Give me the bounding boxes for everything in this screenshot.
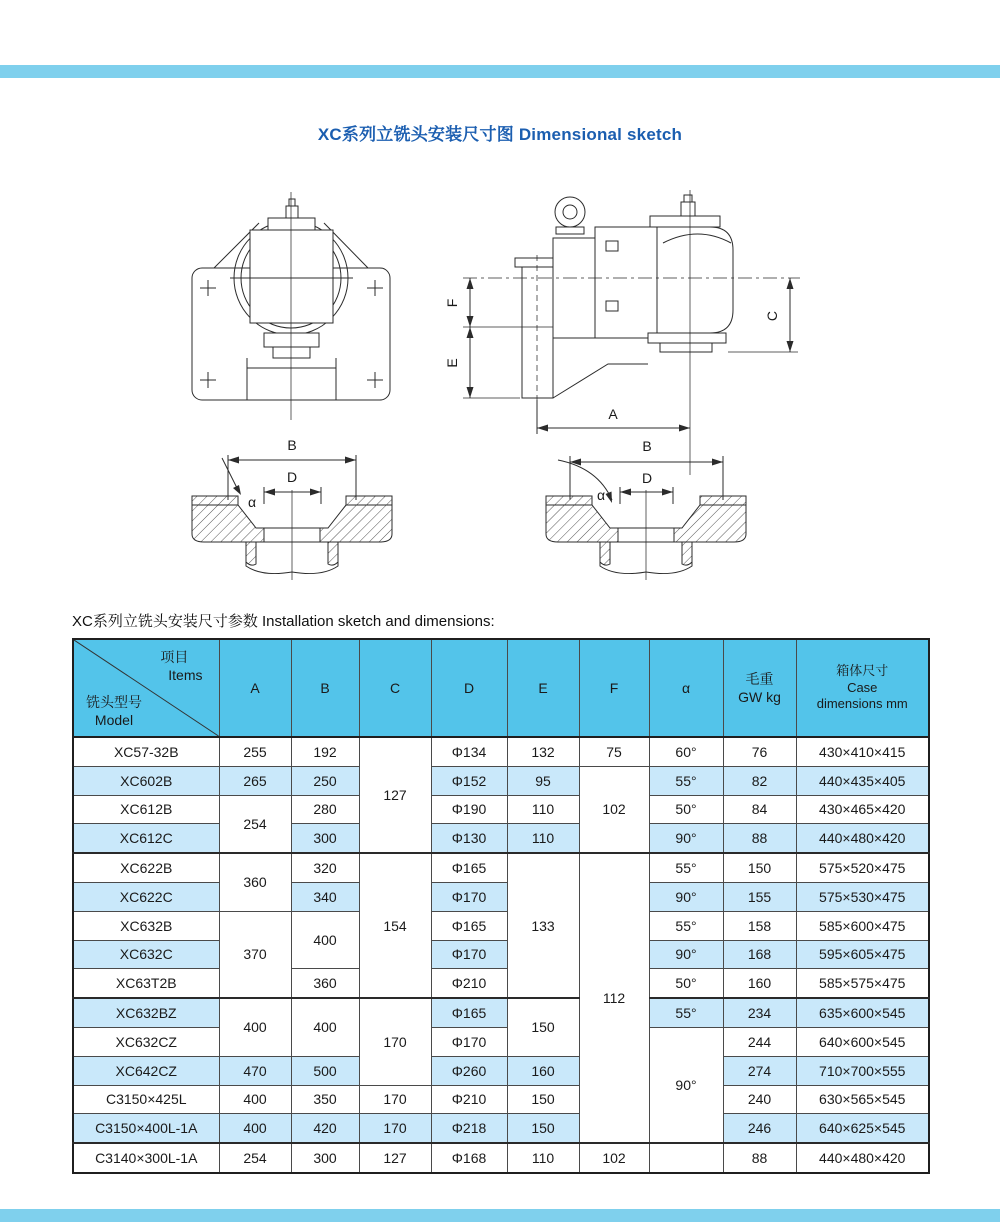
dim-a-cell: 265: [219, 766, 291, 795]
case-dimensions-cell: 630×565×545: [796, 1085, 929, 1114]
case-dimensions-cell: 440×435×405: [796, 766, 929, 795]
front-dim-alpha-label: α: [247, 494, 257, 510]
dim-d-cell: Φ260: [431, 1056, 507, 1085]
alpha-cell: 55°: [649, 766, 723, 795]
col-header-d: D: [431, 639, 507, 737]
dim-b-cell: 320: [291, 853, 359, 882]
case-dimensions-cell: 440×480×420: [796, 1143, 929, 1173]
table-row: [73, 737, 929, 766]
dim-d-cell: Φ165: [431, 853, 507, 882]
dim-b-cell: 250: [291, 766, 359, 795]
dim-b-cell: 300: [291, 824, 359, 853]
dim-a-cell: 255: [219, 737, 291, 766]
dim-f-cell: 102: [579, 1143, 649, 1173]
alpha-cell: 90°: [649, 882, 723, 911]
dim-e-cell: 110: [507, 1143, 579, 1173]
alpha-cell: 55°: [649, 998, 723, 1027]
corner-items-label: 项目 Items: [160, 649, 203, 683]
dim-e-cell: 133: [507, 853, 579, 998]
model-cell: XC632B: [73, 911, 219, 940]
bottom-accent-bar: [0, 1209, 1000, 1222]
gross-weight-cell: 76: [723, 737, 796, 766]
dim-a-cell: 400: [219, 1114, 291, 1143]
dim-d-cell: Φ190: [431, 795, 507, 824]
side-dim-b-label: B: [642, 438, 652, 454]
case-dimensions-cell: 635×600×545: [796, 998, 929, 1027]
model-cell: C3140×300L-1A: [73, 1143, 219, 1173]
col-header-gross-weight: 毛重 GW kg: [723, 639, 796, 737]
dim-b-cell: 280: [291, 795, 359, 824]
dim-e-cell: 110: [507, 795, 579, 824]
col-header-f: F: [579, 639, 649, 737]
col-header-alpha: α: [649, 639, 723, 737]
model-cell: XC602B: [73, 766, 219, 795]
table-row: [73, 911, 929, 940]
side-view: [463, 190, 800, 475]
case-dimensions-cell: 575×520×475: [796, 853, 929, 882]
gross-weight-cell: 160: [723, 969, 796, 998]
dim-b-cell: 340: [291, 882, 359, 911]
dim-f-cell: 75: [579, 737, 649, 766]
front-flange-section: [192, 490, 392, 580]
model-cell: XC632BZ: [73, 998, 219, 1027]
side-dim-e-label: E: [444, 358, 460, 368]
case-dimensions-cell: 440×480×420: [796, 824, 929, 853]
dim-d-cell: Φ152: [431, 766, 507, 795]
side-flange-section: [546, 490, 746, 580]
dim-c-cell: 127: [359, 737, 431, 853]
model-cell: XC57-32B: [73, 737, 219, 766]
case-dimensions-cell: 430×465×420: [796, 795, 929, 824]
table-row: [73, 1056, 929, 1085]
dim-b-cell: 500: [291, 1056, 359, 1085]
gross-weight-cell: 168: [723, 940, 796, 969]
model-cell: XC632C: [73, 940, 219, 969]
col-header-e: E: [507, 639, 579, 737]
table-caption: XC系列立铣头安装尺寸参数 Installation sketch and dimensions:: [72, 613, 495, 630]
case-dimensions-cell: 710×700×555: [796, 1056, 929, 1085]
table-row: [73, 882, 929, 911]
dim-d-cell: Φ170: [431, 882, 507, 911]
case-dimensions-cell: 640×625×545: [796, 1114, 929, 1143]
dim-c-cell: 154: [359, 853, 431, 998]
gross-weight-cell: 155: [723, 882, 796, 911]
dim-d-cell: Φ130: [431, 824, 507, 853]
case-dimensions-cell: 430×410×415: [796, 737, 929, 766]
model-cell: C3150×400L-1A: [73, 1114, 219, 1143]
dim-b-cell: 360: [291, 969, 359, 998]
front-dim-d-label: D: [286, 469, 298, 485]
gross-weight-cell: 246: [723, 1114, 796, 1143]
side-dim-a-label: A: [608, 406, 618, 422]
side-dim-f-label: F: [444, 298, 460, 308]
dim-e-cell: 160: [507, 1056, 579, 1085]
dim-c-cell: 170: [359, 1085, 431, 1114]
dim-a-cell: 470: [219, 1056, 291, 1085]
dimensions-table: [72, 638, 930, 1174]
dim-d-cell: Φ165: [431, 911, 507, 940]
alpha-cell: 50°: [649, 795, 723, 824]
table-row: [73, 1114, 929, 1143]
table-row: [73, 824, 929, 853]
alpha-cell: 60°: [649, 737, 723, 766]
front-view: [192, 192, 390, 420]
dim-d-cell: Φ170: [431, 1027, 507, 1056]
dim-e-cell: 95: [507, 766, 579, 795]
case-dimensions-cell: 575×530×475: [796, 882, 929, 911]
dim-c-cell: 170: [359, 1114, 431, 1143]
col-header-a: A: [219, 639, 291, 737]
case-dimensions-cell: 585×600×475: [796, 911, 929, 940]
gross-weight-cell: 158: [723, 911, 796, 940]
alpha-cell: 90°: [649, 940, 723, 969]
side-dim-d-label: D: [641, 470, 653, 486]
dim-d-cell: Φ170: [431, 940, 507, 969]
side-dim-alpha-label: α: [596, 487, 606, 503]
gross-weight-cell: 234: [723, 998, 796, 1027]
dim-b-cell: 192: [291, 737, 359, 766]
dim-a-cell: 400: [219, 998, 291, 1056]
gross-weight-cell: 88: [723, 824, 796, 853]
model-cell: XC622C: [73, 882, 219, 911]
dim-a-cell: 254: [219, 795, 291, 853]
alpha-cell: 50°: [649, 969, 723, 998]
model-cell: XC612C: [73, 824, 219, 853]
dim-a-cell: 370: [219, 911, 291, 998]
dim-d-cell: Φ218: [431, 1114, 507, 1143]
col-header-case-dimensions: 箱体尺寸 Case dimensions mm: [796, 639, 929, 737]
alpha-cell: 90°: [649, 1027, 723, 1143]
dim-e-cell: 110: [507, 824, 579, 853]
dim-b-cell: 400: [291, 911, 359, 969]
dim-d-cell: Φ134: [431, 737, 507, 766]
gross-weight-cell: 88: [723, 1143, 796, 1173]
dim-a-cell: 360: [219, 853, 291, 911]
page-title: XC系列立铣头安装尺寸图 Dimensional sketch: [317, 125, 683, 144]
side-dim-c-label: C: [764, 310, 780, 322]
dim-b-cell: 400: [291, 998, 359, 1056]
model-cell: XC642CZ: [73, 1056, 219, 1085]
dim-d-cell: Φ210: [431, 1085, 507, 1114]
table-row: [73, 940, 929, 969]
table-row: [73, 766, 929, 795]
model-cell: XC632CZ: [73, 1027, 219, 1056]
model-cell: XC612B: [73, 795, 219, 824]
header-row: [73, 639, 929, 737]
dim-b-cell: 420: [291, 1114, 359, 1143]
alpha-cell: [649, 1143, 723, 1173]
col-header-c: C: [359, 639, 431, 737]
dim-e-cell: 150: [507, 998, 579, 1056]
front-dim-b-label: B: [287, 437, 297, 453]
dim-c-cell: 170: [359, 998, 431, 1085]
dim-e-cell: 132: [507, 737, 579, 766]
dim-e-cell: 150: [507, 1114, 579, 1143]
dim-b-cell: 300: [291, 1143, 359, 1173]
table-row: [73, 853, 929, 882]
alpha-cell: 90°: [649, 824, 723, 853]
model-cell: C3150×425L: [73, 1085, 219, 1114]
dim-d-cell: Φ210: [431, 969, 507, 998]
corner-model-label: 铣头型号 Model: [86, 694, 142, 728]
dim-f-cell: 112: [579, 853, 649, 1143]
table-row: [73, 1143, 929, 1173]
gross-weight-cell: 274: [723, 1056, 796, 1085]
dimensional-sketch-drawing: [0, 0, 1000, 600]
gross-weight-cell: 240: [723, 1085, 796, 1114]
gross-weight-cell: 82: [723, 766, 796, 795]
case-dimensions-cell: 640×600×545: [796, 1027, 929, 1056]
model-cell: XC63T2B: [73, 969, 219, 998]
dim-d-cell: Φ168: [431, 1143, 507, 1173]
gross-weight-cell: 150: [723, 853, 796, 882]
alpha-cell: 55°: [649, 853, 723, 882]
table-row: [73, 795, 929, 824]
model-cell: XC622B: [73, 853, 219, 882]
table-row: [73, 969, 929, 998]
case-dimensions-cell: 585×575×475: [796, 969, 929, 998]
dim-b-cell: 350: [291, 1085, 359, 1114]
case-dimensions-cell: 595×605×475: [796, 940, 929, 969]
table-row: [73, 998, 929, 1027]
gross-weight-cell: 84: [723, 795, 796, 824]
dim-a-cell: 400: [219, 1085, 291, 1114]
dim-d-cell: Φ165: [431, 998, 507, 1027]
dim-e-cell: 150: [507, 1085, 579, 1114]
table-row: [73, 1085, 929, 1114]
col-header-b: B: [291, 639, 359, 737]
alpha-cell: 55°: [649, 911, 723, 940]
table-row: [73, 1027, 929, 1056]
table-corner-cell: [73, 639, 219, 737]
dim-a-cell: 254: [219, 1143, 291, 1173]
dim-c-cell: 127: [359, 1143, 431, 1173]
gross-weight-cell: 244: [723, 1027, 796, 1056]
dim-f-cell: 102: [579, 766, 649, 853]
